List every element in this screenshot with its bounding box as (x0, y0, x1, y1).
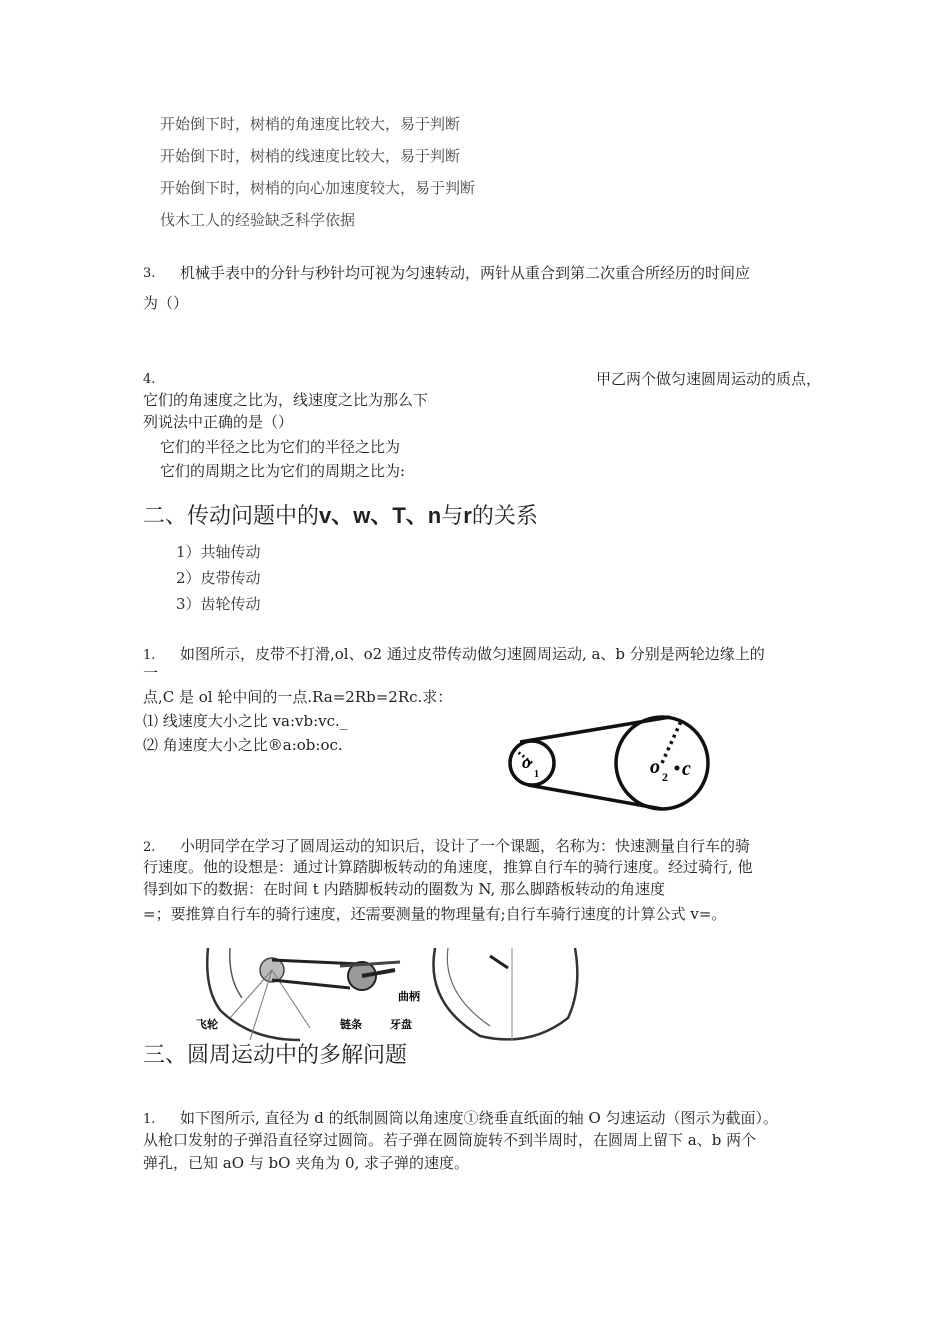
label-chain: 链条 (340, 1018, 362, 1031)
label-o2-sub: 2 (662, 770, 668, 784)
label-chainring: 牙盘 (390, 1018, 412, 1031)
section3-heading: 三、圆周运动中的多解问题 (143, 1043, 408, 1068)
section2-item-3: 3）齿轮传动 (176, 595, 261, 613)
label-o1: o (522, 752, 531, 772)
p2-text-line2: 行速度。他的设想是：通过计算踏脚板转动的角速度，推算自行车的骑行速度。经过骑行, 他 (143, 858, 753, 876)
p3-number: 1. (143, 1112, 156, 1127)
q2-option-a: 开始倒下时，树梢的角速度比较大，易于判断 (160, 115, 461, 133)
belt-pulley-figure (500, 705, 720, 815)
label-flywheel: 飞轮 (196, 1018, 218, 1031)
q3-text-line2: 为（） (143, 294, 189, 312)
label-o1-sub: 1 (534, 769, 539, 780)
belt-top (520, 717, 670, 742)
q4-number: 4. (143, 372, 156, 387)
large-radius-dotted (662, 719, 682, 763)
label-c: c (682, 758, 691, 780)
bicycle-figure (190, 948, 580, 1043)
p1-sub-2: ⑵ 角速度大小之比®a:ob:oc. (143, 736, 343, 754)
q4-text-line3: 列说法中正确的是（） (143, 413, 294, 431)
label-crank: 曲柄 (398, 990, 420, 1003)
p2-text-line4: =；要推算自行车的骑行速度，还需要测量的物理量有;自行车骑行速度的计算公式 v=。 (143, 905, 727, 923)
section2-item-1: 1）共轴传动 (176, 543, 261, 561)
section2-item-2: 2）皮带传动 (176, 569, 261, 587)
q4-text-line2: 它们的角速度之比为，线速度之比为那么下 (143, 391, 429, 409)
p3-text-line1: 如下图所示, 直径为 d 的纸制圆筒以角速度①绕垂直纸面的轴 O 匀速运动（图示为截面）。 (180, 1109, 779, 1127)
p1-text-line1: 如图所示，皮带不打滑,ol、o2 通过皮带传动做匀速圆周运动, a、b 分别是两轮边缘上的 (180, 645, 765, 663)
p1-sub-1: ⑴ 线速度大小之比 va:vb:vc._ (143, 712, 348, 730)
q3-text-line1: 机械手表中的分针与秒针均可视为匀速转动，两针从重合到第二次重合所经历的时间应 (180, 264, 751, 282)
point-c (675, 766, 680, 771)
p3-text-line3: 弹孔，已知 aO 与 bO 夹角为 0, 求子弹的速度。 (143, 1154, 470, 1172)
belt-bottom (528, 785, 662, 809)
p2-number: 2. (143, 840, 156, 855)
p1-number: 1. (143, 648, 156, 663)
p3-text-line2: 从枪口发射的子弹沿直径穿过圆筒。若子弹在圆筒旋转不到半周时，在圆周上留下 a、b 两个 (143, 1131, 757, 1149)
p2-text-line1: 小明同学在学习了圆周运动的知识后，设计了一个课题，名称为：快速测量自行车的骑 (180, 837, 751, 855)
section2-heading: 二、传动问题中的v、w、T、n与r的关系 (143, 503, 538, 529)
p2-text-line3: 得到如下的数据：在时间 t 内踏脚板转动的圈数为 N, 那么脚踏板转动的角速度 (143, 880, 666, 898)
label-o2: o (650, 756, 660, 778)
q4-text-right: 甲乙两个做匀速圆周运动的质点， (596, 370, 822, 388)
q2-option-b: 开始倒下时，树梢的线速度比较大，易于判断 (160, 147, 461, 165)
q4-option-1: 它们的半径之比为它们的半径之比为 (160, 438, 401, 456)
q2-option-d: 伐木工人的经验缺乏科学依据 (160, 211, 356, 229)
p1-text-line2: 点,C 是 ol 轮中间的一点.Ra=2Rb=2Rc.求： (143, 688, 453, 706)
q3-number: 3. (143, 266, 156, 281)
p1-text-line1b: 一 (143, 664, 159, 682)
q4-option-2: 它们的周期之比为它们的周期之比为: (160, 462, 406, 480)
q2-option-c: 开始倒下时，树梢的向心加速度较大，易于判断 (160, 179, 476, 197)
